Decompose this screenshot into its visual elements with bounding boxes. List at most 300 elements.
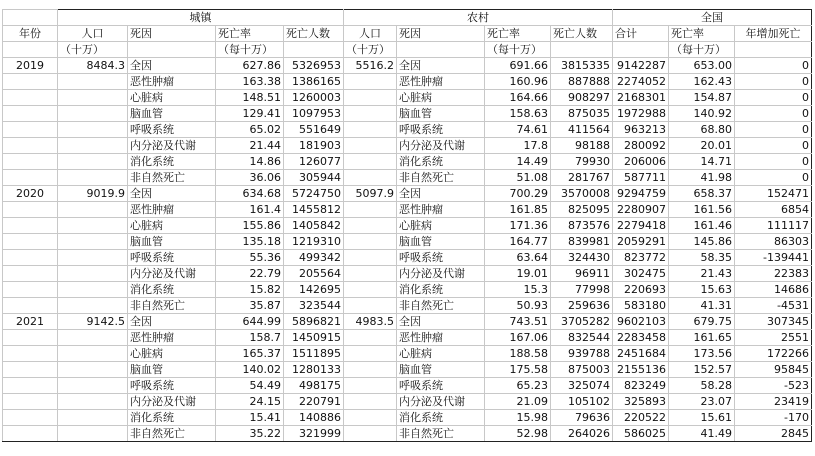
increase-cell[interactable]: 0 (735, 58, 812, 74)
city-cause-cell[interactable]: 内分泌及代谢 (128, 266, 216, 282)
header-nation-rate-unit[interactable]: （每十万） (669, 42, 735, 58)
city-population-cell[interactable] (58, 410, 128, 426)
nation-rate-cell[interactable]: 14.71 (669, 154, 735, 170)
city-cause-cell[interactable]: 恶性肿瘤 (128, 202, 216, 218)
total-cell[interactable]: 583180 (613, 298, 669, 314)
total-cell[interactable]: 2451684 (613, 346, 669, 362)
rural-rate-cell[interactable]: 691.66 (485, 58, 551, 74)
city-deaths-cell[interactable]: 5896821 (284, 314, 344, 330)
year-cell[interactable] (3, 266, 58, 282)
rural-rate-cell[interactable]: 171.36 (485, 218, 551, 234)
total-cell[interactable]: 2279418 (613, 218, 669, 234)
city-deaths-cell[interactable]: 321999 (284, 426, 344, 442)
total-cell[interactable]: 9602103 (613, 314, 669, 330)
city-deaths-cell[interactable]: 220791 (284, 394, 344, 410)
header-unit-blank[interactable] (613, 42, 669, 58)
rural-population-cell[interactable]: 5097.9 (344, 186, 397, 202)
rural-population-cell[interactable]: 5516.2 (344, 58, 397, 74)
city-cause-cell[interactable]: 非自然死亡 (128, 298, 216, 314)
header-city-deaths[interactable]: 死亡人数 (284, 26, 344, 42)
increase-cell[interactable]: 307345 (735, 314, 812, 330)
rural-rate-cell[interactable]: 158.63 (485, 106, 551, 122)
rural-deaths-cell[interactable]: 939788 (551, 346, 613, 362)
rural-rate-cell[interactable]: 175.58 (485, 362, 551, 378)
increase-cell[interactable]: 0 (735, 170, 812, 186)
increase-cell[interactable]: 152471 (735, 186, 812, 202)
city-deaths-cell[interactable]: 1511895 (284, 346, 344, 362)
city-rate-cell[interactable]: 65.02 (216, 122, 284, 138)
year-cell[interactable] (3, 282, 58, 298)
city-deaths-cell[interactable]: 181903 (284, 138, 344, 154)
rural-rate-cell[interactable]: 51.08 (485, 170, 551, 186)
increase-cell[interactable]: 22383 (735, 266, 812, 282)
nation-rate-cell[interactable]: 145.86 (669, 234, 735, 250)
rural-deaths-cell[interactable]: 79636 (551, 410, 613, 426)
rural-deaths-cell[interactable]: 825095 (551, 202, 613, 218)
city-population-cell[interactable] (58, 74, 128, 90)
city-deaths-cell[interactable]: 1455812 (284, 202, 344, 218)
rural-population-cell[interactable] (344, 346, 397, 362)
total-cell[interactable]: 206006 (613, 154, 669, 170)
total-cell[interactable]: 2274052 (613, 74, 669, 90)
increase-cell[interactable]: 95845 (735, 362, 812, 378)
rural-deaths-cell[interactable]: 324430 (551, 250, 613, 266)
year-cell[interactable] (3, 74, 58, 90)
city-deaths-cell[interactable]: 1260003 (284, 90, 344, 106)
nation-rate-cell[interactable]: 653.00 (669, 58, 735, 74)
header-rural-population[interactable]: 人口 (344, 26, 397, 42)
city-population-cell[interactable] (58, 298, 128, 314)
city-deaths-cell[interactable]: 1280133 (284, 362, 344, 378)
nation-rate-cell[interactable]: 154.87 (669, 90, 735, 106)
city-cause-cell[interactable]: 心脏病 (128, 218, 216, 234)
header-rural-rate[interactable]: 死亡率 (485, 26, 551, 42)
rural-population-cell[interactable] (344, 282, 397, 298)
city-cause-cell[interactable]: 非自然死亡 (128, 170, 216, 186)
rural-cause-cell[interactable]: 非自然死亡 (397, 298, 485, 314)
increase-cell[interactable]: 0 (735, 106, 812, 122)
rural-deaths-cell[interactable]: 77998 (551, 282, 613, 298)
rural-rate-cell[interactable]: 188.58 (485, 346, 551, 362)
nation-rate-cell[interactable]: 173.56 (669, 346, 735, 362)
year-cell[interactable]: 2021 (3, 314, 58, 330)
year-cell[interactable] (3, 90, 58, 106)
city-population-cell[interactable] (58, 346, 128, 362)
rural-population-cell[interactable] (344, 138, 397, 154)
city-population-cell[interactable] (58, 218, 128, 234)
total-cell[interactable]: 2283458 (613, 330, 669, 346)
rural-population-cell[interactable] (344, 298, 397, 314)
year-cell[interactable] (3, 298, 58, 314)
city-population-cell[interactable] (58, 154, 128, 170)
total-cell[interactable]: 302475 (613, 266, 669, 282)
city-population-cell[interactable] (58, 90, 128, 106)
city-cause-cell[interactable]: 消化系统 (128, 282, 216, 298)
city-population-cell[interactable] (58, 266, 128, 282)
city-cause-cell[interactable]: 恶性肿瘤 (128, 330, 216, 346)
rural-deaths-cell[interactable]: 79930 (551, 154, 613, 170)
city-deaths-cell[interactable]: 305944 (284, 170, 344, 186)
city-rate-cell[interactable]: 140.02 (216, 362, 284, 378)
total-cell[interactable]: 963213 (613, 122, 669, 138)
city-population-cell[interactable] (58, 122, 128, 138)
nation-rate-cell[interactable]: 161.56 (669, 202, 735, 218)
year-cell[interactable] (3, 394, 58, 410)
nation-rate-cell[interactable]: 161.65 (669, 330, 735, 346)
rural-rate-cell[interactable]: 161.85 (485, 202, 551, 218)
city-rate-cell[interactable]: 163.38 (216, 74, 284, 90)
total-cell[interactable]: 325893 (613, 394, 669, 410)
city-deaths-cell[interactable]: 1097953 (284, 106, 344, 122)
rural-deaths-cell[interactable]: 98188 (551, 138, 613, 154)
rural-population-cell[interactable] (344, 170, 397, 186)
year-cell[interactable]: 2019 (3, 58, 58, 74)
city-population-cell[interactable]: 9142.5 (58, 314, 128, 330)
rural-deaths-cell[interactable]: 105102 (551, 394, 613, 410)
rural-deaths-cell[interactable]: 3705282 (551, 314, 613, 330)
header-rural-deaths[interactable]: 死亡人数 (551, 26, 613, 42)
city-population-cell[interactable] (58, 426, 128, 442)
rural-cause-cell[interactable]: 心脏病 (397, 218, 485, 234)
nation-rate-cell[interactable]: 21.43 (669, 266, 735, 282)
rural-deaths-cell[interactable]: 3570008 (551, 186, 613, 202)
nation-rate-cell[interactable]: 15.61 (669, 410, 735, 426)
city-population-cell[interactable] (58, 362, 128, 378)
header-unit-blank[interactable] (551, 42, 613, 58)
rural-deaths-cell[interactable]: 875003 (551, 362, 613, 378)
city-rate-cell[interactable]: 35.87 (216, 298, 284, 314)
rural-cause-cell[interactable]: 内分泌及代谢 (397, 394, 485, 410)
city-population-cell[interactable] (58, 234, 128, 250)
rural-cause-cell[interactable]: 全因 (397, 314, 485, 330)
rural-population-cell[interactable] (344, 330, 397, 346)
rural-population-cell[interactable] (344, 410, 397, 426)
city-cause-cell[interactable]: 全因 (128, 186, 216, 202)
rural-cause-cell[interactable]: 非自然死亡 (397, 170, 485, 186)
city-rate-cell[interactable]: 161.4 (216, 202, 284, 218)
year-cell[interactable] (3, 410, 58, 426)
city-cause-cell[interactable]: 脑血管 (128, 234, 216, 250)
increase-cell[interactable]: -4531 (735, 298, 812, 314)
nation-rate-cell[interactable]: 58.28 (669, 378, 735, 394)
rural-cause-cell[interactable]: 内分泌及代谢 (397, 138, 485, 154)
city-population-cell[interactable] (58, 378, 128, 394)
city-cause-cell[interactable]: 脑血管 (128, 362, 216, 378)
city-rate-cell[interactable]: 36.06 (216, 170, 284, 186)
rural-population-cell[interactable] (344, 202, 397, 218)
increase-cell[interactable]: 172266 (735, 346, 812, 362)
rural-rate-cell[interactable]: 63.64 (485, 250, 551, 266)
city-deaths-cell[interactable]: 5326953 (284, 58, 344, 74)
city-deaths-cell[interactable]: 1405842 (284, 218, 344, 234)
city-rate-cell[interactable]: 148.51 (216, 90, 284, 106)
header-unit-blank[interactable] (128, 42, 216, 58)
year-cell[interactable] (3, 378, 58, 394)
year-cell[interactable]: 2020 (3, 186, 58, 202)
city-deaths-cell[interactable]: 323544 (284, 298, 344, 314)
header-city-group[interactable]: 城镇 (58, 10, 344, 26)
rural-deaths-cell[interactable]: 411564 (551, 122, 613, 138)
increase-cell[interactable]: 0 (735, 138, 812, 154)
city-rate-cell[interactable]: 129.41 (216, 106, 284, 122)
total-cell[interactable]: 2280907 (613, 202, 669, 218)
header-rural-cause[interactable]: 死因 (397, 26, 485, 42)
increase-cell[interactable]: 2551 (735, 330, 812, 346)
rural-cause-cell[interactable]: 呼吸系统 (397, 122, 485, 138)
rural-deaths-cell[interactable]: 839981 (551, 234, 613, 250)
city-cause-cell[interactable]: 心脏病 (128, 346, 216, 362)
rural-cause-cell[interactable]: 内分泌及代谢 (397, 266, 485, 282)
rural-rate-cell[interactable]: 167.06 (485, 330, 551, 346)
year-cell[interactable] (3, 154, 58, 170)
total-cell[interactable]: 823772 (613, 250, 669, 266)
nation-rate-cell[interactable]: 41.49 (669, 426, 735, 442)
total-cell[interactable]: 2168301 (613, 90, 669, 106)
rural-rate-cell[interactable]: 700.29 (485, 186, 551, 202)
rural-deaths-cell[interactable]: 908297 (551, 90, 613, 106)
rural-rate-cell[interactable]: 164.77 (485, 234, 551, 250)
city-rate-cell[interactable]: 155.86 (216, 218, 284, 234)
total-cell[interactable]: 9142287 (613, 58, 669, 74)
increase-cell[interactable]: -139441 (735, 250, 812, 266)
rural-rate-cell[interactable]: 15.3 (485, 282, 551, 298)
header-total[interactable]: 合计 (613, 26, 669, 42)
city-rate-cell[interactable]: 54.49 (216, 378, 284, 394)
rural-deaths-cell[interactable]: 832544 (551, 330, 613, 346)
rural-population-cell[interactable] (344, 122, 397, 138)
increase-cell[interactable]: 111117 (735, 218, 812, 234)
rural-population-cell[interactable] (344, 106, 397, 122)
rural-population-cell[interactable] (344, 234, 397, 250)
rural-deaths-cell[interactable]: 3815335 (551, 58, 613, 74)
city-deaths-cell[interactable]: 499342 (284, 250, 344, 266)
city-population-cell[interactable] (58, 202, 128, 218)
header-city-rate-unit[interactable]: （每十万） (216, 42, 284, 58)
header-cell-blank[interactable] (3, 10, 58, 26)
rural-cause-cell[interactable]: 消化系统 (397, 410, 485, 426)
rural-rate-cell[interactable]: 14.49 (485, 154, 551, 170)
header-rural-population-unit[interactable]: （十万） (344, 42, 397, 58)
total-cell[interactable]: 587711 (613, 170, 669, 186)
city-deaths-cell[interactable]: 205564 (284, 266, 344, 282)
rural-population-cell[interactable] (344, 250, 397, 266)
city-cause-cell[interactable]: 消化系统 (128, 154, 216, 170)
year-cell[interactable] (3, 202, 58, 218)
city-rate-cell[interactable]: 22.79 (216, 266, 284, 282)
city-cause-cell[interactable]: 恶性肿瘤 (128, 74, 216, 90)
rural-rate-cell[interactable]: 65.23 (485, 378, 551, 394)
city-rate-cell[interactable]: 634.68 (216, 186, 284, 202)
rural-cause-cell[interactable]: 非自然死亡 (397, 426, 485, 442)
city-deaths-cell[interactable]: 142695 (284, 282, 344, 298)
city-deaths-cell[interactable]: 5724750 (284, 186, 344, 202)
rural-population-cell[interactable] (344, 218, 397, 234)
city-cause-cell[interactable]: 呼吸系统 (128, 122, 216, 138)
rural-rate-cell[interactable]: 17.8 (485, 138, 551, 154)
rural-population-cell[interactable] (344, 74, 397, 90)
city-rate-cell[interactable]: 24.15 (216, 394, 284, 410)
city-rate-cell[interactable]: 55.36 (216, 250, 284, 266)
city-cause-cell[interactable]: 非自然死亡 (128, 426, 216, 442)
nation-rate-cell[interactable]: 41.31 (669, 298, 735, 314)
increase-cell[interactable]: 14686 (735, 282, 812, 298)
header-unit-blank[interactable] (735, 42, 812, 58)
rural-rate-cell[interactable]: 160.96 (485, 74, 551, 90)
city-cause-cell[interactable]: 呼吸系统 (128, 250, 216, 266)
increase-cell[interactable]: 0 (735, 74, 812, 90)
city-population-cell[interactable]: 9019.9 (58, 186, 128, 202)
rural-cause-cell[interactable]: 全因 (397, 58, 485, 74)
rural-deaths-cell[interactable]: 887888 (551, 74, 613, 90)
rural-population-cell[interactable] (344, 426, 397, 442)
nation-rate-cell[interactable]: 161.46 (669, 218, 735, 234)
rural-population-cell[interactable] (344, 394, 397, 410)
city-cause-cell[interactable]: 消化系统 (128, 410, 216, 426)
city-cause-cell[interactable]: 脑血管 (128, 106, 216, 122)
header-city-cause[interactable]: 死因 (128, 26, 216, 42)
total-cell[interactable]: 1972988 (613, 106, 669, 122)
city-rate-cell[interactable]: 158.7 (216, 330, 284, 346)
city-rate-cell[interactable]: 15.82 (216, 282, 284, 298)
rural-cause-cell[interactable]: 脑血管 (397, 106, 485, 122)
rural-deaths-cell[interactable]: 259636 (551, 298, 613, 314)
header-unit-blank[interactable] (397, 42, 485, 58)
rural-cause-cell[interactable]: 恶性肿瘤 (397, 202, 485, 218)
rural-population-cell[interactable] (344, 90, 397, 106)
header-rural-rate-unit[interactable]: （每十万） (485, 42, 551, 58)
header-city-population-unit[interactable]: （十万） (58, 42, 128, 58)
city-rate-cell[interactable]: 135.18 (216, 234, 284, 250)
year-cell[interactable] (3, 346, 58, 362)
city-population-cell[interactable] (58, 106, 128, 122)
rural-deaths-cell[interactable]: 281767 (551, 170, 613, 186)
header-unit-blank[interactable] (3, 42, 58, 58)
rural-deaths-cell[interactable]: 325074 (551, 378, 613, 394)
nation-rate-cell[interactable]: 68.80 (669, 122, 735, 138)
city-rate-cell[interactable]: 21.44 (216, 138, 284, 154)
total-cell[interactable]: 586025 (613, 426, 669, 442)
city-cause-cell[interactable]: 呼吸系统 (128, 378, 216, 394)
increase-cell[interactable]: 86303 (735, 234, 812, 250)
rural-cause-cell[interactable]: 恶性肿瘤 (397, 330, 485, 346)
rural-rate-cell[interactable]: 743.51 (485, 314, 551, 330)
city-cause-cell[interactable]: 内分泌及代谢 (128, 138, 216, 154)
rural-rate-cell[interactable]: 74.61 (485, 122, 551, 138)
city-deaths-cell[interactable]: 140886 (284, 410, 344, 426)
city-cause-cell[interactable]: 心脏病 (128, 90, 216, 106)
rural-deaths-cell[interactable]: 875035 (551, 106, 613, 122)
city-deaths-cell[interactable]: 498175 (284, 378, 344, 394)
rural-cause-cell[interactable]: 消化系统 (397, 282, 485, 298)
nation-rate-cell[interactable]: 679.75 (669, 314, 735, 330)
header-rural-group[interactable]: 农村 (344, 10, 613, 26)
header-city-population[interactable]: 人口 (58, 26, 128, 42)
city-cause-cell[interactable]: 全因 (128, 58, 216, 74)
year-cell[interactable] (3, 122, 58, 138)
rural-cause-cell[interactable]: 恶性肿瘤 (397, 74, 485, 90)
rural-rate-cell[interactable]: 15.98 (485, 410, 551, 426)
city-rate-cell[interactable]: 14.86 (216, 154, 284, 170)
nation-rate-cell[interactable]: 23.07 (669, 394, 735, 410)
city-population-cell[interactable] (58, 282, 128, 298)
year-cell[interactable] (3, 170, 58, 186)
rural-rate-cell[interactable]: 50.93 (485, 298, 551, 314)
city-population-cell[interactable]: 8484.3 (58, 58, 128, 74)
rural-rate-cell[interactable]: 19.01 (485, 266, 551, 282)
rural-population-cell[interactable] (344, 378, 397, 394)
total-cell[interactable]: 220693 (613, 282, 669, 298)
nation-rate-cell[interactable]: 162.43 (669, 74, 735, 90)
year-cell[interactable] (3, 106, 58, 122)
rural-population-cell[interactable]: 4983.5 (344, 314, 397, 330)
header-unit-blank[interactable] (284, 42, 344, 58)
nation-rate-cell[interactable]: 15.63 (669, 282, 735, 298)
city-population-cell[interactable] (58, 138, 128, 154)
city-cause-cell[interactable]: 内分泌及代谢 (128, 394, 216, 410)
rural-cause-cell[interactable]: 脑血管 (397, 234, 485, 250)
increase-cell[interactable]: -523 (735, 378, 812, 394)
year-cell[interactable] (3, 330, 58, 346)
city-population-cell[interactable] (58, 330, 128, 346)
increase-cell[interactable]: -170 (735, 410, 812, 426)
increase-cell[interactable]: 0 (735, 154, 812, 170)
city-rate-cell[interactable]: 165.37 (216, 346, 284, 362)
header-nation-group[interactable]: 全国 (613, 10, 812, 26)
increase-cell[interactable]: 23419 (735, 394, 812, 410)
year-cell[interactable] (3, 250, 58, 266)
nation-rate-cell[interactable]: 20.01 (669, 138, 735, 154)
increase-cell[interactable]: 0 (735, 122, 812, 138)
total-cell[interactable]: 2155136 (613, 362, 669, 378)
increase-cell[interactable]: 2845 (735, 426, 812, 442)
city-deaths-cell[interactable]: 1450915 (284, 330, 344, 346)
rural-cause-cell[interactable]: 全因 (397, 186, 485, 202)
city-deaths-cell[interactable]: 126077 (284, 154, 344, 170)
city-deaths-cell[interactable]: 1386165 (284, 74, 344, 90)
city-deaths-cell[interactable]: 1219310 (284, 234, 344, 250)
rural-rate-cell[interactable]: 164.66 (485, 90, 551, 106)
year-cell[interactable] (3, 234, 58, 250)
city-population-cell[interactable] (58, 250, 128, 266)
increase-cell[interactable]: 6854 (735, 202, 812, 218)
total-cell[interactable]: 2059291 (613, 234, 669, 250)
city-population-cell[interactable] (58, 394, 128, 410)
increase-cell[interactable]: 0 (735, 90, 812, 106)
nation-rate-cell[interactable]: 58.35 (669, 250, 735, 266)
city-rate-cell[interactable]: 15.41 (216, 410, 284, 426)
year-cell[interactable] (3, 426, 58, 442)
rural-cause-cell[interactable]: 消化系统 (397, 154, 485, 170)
rural-population-cell[interactable] (344, 266, 397, 282)
year-cell[interactable] (3, 218, 58, 234)
rural-cause-cell[interactable]: 心脏病 (397, 346, 485, 362)
rural-cause-cell[interactable]: 脑血管 (397, 362, 485, 378)
city-population-cell[interactable] (58, 170, 128, 186)
rural-population-cell[interactable] (344, 154, 397, 170)
nation-rate-cell[interactable]: 41.98 (669, 170, 735, 186)
total-cell[interactable]: 9294759 (613, 186, 669, 202)
rural-rate-cell[interactable]: 52.98 (485, 426, 551, 442)
rural-cause-cell[interactable]: 呼吸系统 (397, 378, 485, 394)
city-rate-cell[interactable]: 35.22 (216, 426, 284, 442)
rural-population-cell[interactable] (344, 362, 397, 378)
rural-deaths-cell[interactable]: 96911 (551, 266, 613, 282)
rural-deaths-cell[interactable]: 264026 (551, 426, 613, 442)
nation-rate-cell[interactable]: 152.57 (669, 362, 735, 378)
rural-cause-cell[interactable]: 心脏病 (397, 90, 485, 106)
nation-rate-cell[interactable]: 140.92 (669, 106, 735, 122)
city-cause-cell[interactable]: 全因 (128, 314, 216, 330)
